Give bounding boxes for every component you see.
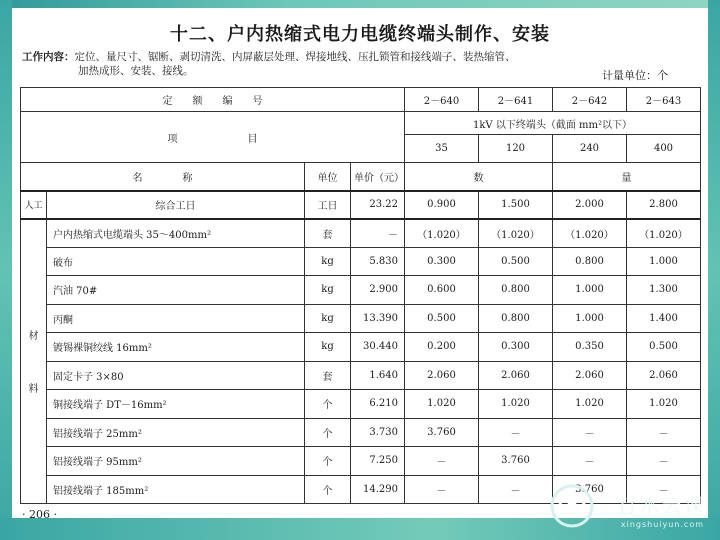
code-cell: 2－642 — [553, 88, 627, 112]
material-price: 13.390 — [351, 304, 405, 333]
material-name: 破布 — [47, 247, 305, 276]
labor-unit: 工日 — [305, 191, 351, 219]
material-value: 1.020 — [479, 390, 553, 419]
material-value: 2.060 — [627, 361, 701, 390]
price-column-header: 单价（元） — [351, 163, 405, 191]
frame-left-border — [0, 0, 12, 540]
group-label: 1kV 以下终端头（截面 mm²以下） — [405, 112, 701, 135]
size-cell: 400 — [627, 135, 701, 163]
material-name: 镀锡裸铜绞线 16mm² — [47, 333, 305, 362]
material-value: － — [553, 447, 627, 476]
measure-unit: 计量单位：个 — [602, 69, 668, 82]
material-value: （1.020） — [405, 219, 479, 248]
material-row — [21, 418, 701, 447]
document-page — [12, 8, 708, 521]
work-content-label: 工作内容： — [22, 51, 75, 63]
material-value: 0.500 — [479, 247, 553, 276]
material-value: 2.060 — [405, 361, 479, 390]
material-value: － — [405, 447, 479, 476]
frame-right-border — [708, 0, 720, 540]
material-value: 3.760 — [479, 447, 553, 476]
material-price: 2.900 — [351, 276, 405, 305]
material-value: － — [553, 418, 627, 447]
labor-value: 2.800 — [627, 191, 701, 219]
material-name: 固定卡子 3×80 — [47, 361, 305, 390]
material-row — [21, 361, 701, 390]
material-value: 1.300 — [627, 276, 701, 305]
material-name: 铝接线端子 25mm² — [47, 418, 305, 447]
name-column-header: 名 称 — [21, 163, 305, 191]
labor-row — [21, 191, 701, 219]
material-value: － — [405, 475, 479, 504]
material-unit: 套 — [305, 219, 351, 248]
header-code-row — [21, 88, 701, 112]
material-value: （1.020） — [627, 219, 701, 248]
material-value: 0.800 — [479, 276, 553, 305]
material-value: （1.020） — [479, 219, 553, 248]
material-value: 1.020 — [553, 390, 627, 419]
material-row — [21, 333, 701, 362]
material-name: 铜接线端子 DT－16mm² — [47, 390, 305, 419]
material-price: － — [351, 219, 405, 248]
material-value: 3.760 — [553, 475, 627, 504]
material-value: 1.000 — [627, 247, 701, 276]
quota-code-label: 定 额 编 号 — [21, 88, 405, 112]
material-price: 6.210 — [351, 390, 405, 419]
material-value: － — [627, 447, 701, 476]
labor-value: 1.500 — [479, 191, 553, 219]
labor-name: 综合工日 — [47, 191, 305, 219]
material-price: 7.250 — [351, 447, 405, 476]
material-category-char: 材 — [28, 331, 39, 343]
material-value: 0.500 — [405, 304, 479, 333]
material-row — [21, 276, 701, 305]
material-price: 30.440 — [351, 333, 405, 362]
work-content — [22, 50, 642, 78]
material-value: 0.500 — [627, 333, 701, 362]
quantity-header-a: 数 — [405, 163, 553, 191]
material-value: 3.760 — [405, 418, 479, 447]
material-unit: 个 — [305, 390, 351, 419]
unit-column-header: 单位 — [305, 163, 351, 191]
material-price: 1.640 — [351, 361, 405, 390]
material-value: 1.400 — [627, 304, 701, 333]
size-cell: 120 — [479, 135, 553, 163]
labor-price: 23.22 — [351, 191, 405, 219]
material-name: 铝接线端子 185mm² — [47, 475, 305, 504]
material-value: 0.300 — [479, 333, 553, 362]
quota-table — [20, 87, 701, 504]
material-row — [21, 447, 701, 476]
material-value: － — [627, 418, 701, 447]
material-name: 铝接线端子 95mm² — [47, 447, 305, 476]
material-unit: 套 — [305, 361, 351, 390]
logo-text: 行水云课 — [617, 495, 706, 517]
item-label: 项 目 — [21, 112, 405, 163]
material-name: 汽油 70# — [47, 276, 305, 305]
material-row — [21, 219, 701, 248]
material-name: 户内热缩式电缆端头 35～400mm² — [47, 219, 305, 248]
material-value: （1.020） — [553, 219, 627, 248]
material-value: 0.800 — [479, 304, 553, 333]
material-unit: 个 — [305, 475, 351, 504]
material-unit: kg — [305, 276, 351, 305]
material-row — [21, 304, 701, 333]
material-unit: kg — [305, 333, 351, 362]
material-value: 0.200 — [405, 333, 479, 362]
labor-category: 人工 — [21, 191, 47, 219]
material-name: 丙酮 — [47, 304, 305, 333]
material-value: 1.000 — [553, 276, 627, 305]
material-value: 1.000 — [553, 304, 627, 333]
page-number: · 206 · — [22, 508, 57, 521]
material-price: 3.730 — [351, 418, 405, 447]
material-row — [21, 247, 701, 276]
material-value: 0.350 — [553, 333, 627, 362]
size-cell: 240 — [553, 135, 627, 163]
logo-subtext: xingshuiyun.com — [620, 520, 704, 529]
frame-top-border — [0, 0, 720, 8]
page-title: 十二、户内热缩式电力电缆终端头制作、安装 — [170, 24, 550, 45]
material-price: 5.830 — [351, 247, 405, 276]
material-value: 2.060 — [479, 361, 553, 390]
material-value: 0.600 — [405, 276, 479, 305]
material-unit: kg — [305, 304, 351, 333]
header-group-row — [21, 112, 701, 135]
material-value: 1.020 — [627, 390, 701, 419]
material-value: － — [627, 475, 701, 504]
material-unit: 个 — [305, 447, 351, 476]
material-unit: 个 — [305, 418, 351, 447]
material-value: 0.300 — [405, 247, 479, 276]
code-cell: 2－640 — [405, 88, 479, 112]
code-cell: 2－641 — [479, 88, 553, 112]
material-value: 1.020 — [405, 390, 479, 419]
material-category-char: 料 — [28, 384, 39, 396]
material-category — [21, 219, 47, 504]
material-value: 0.800 — [553, 247, 627, 276]
material-row — [21, 390, 701, 419]
work-content-line1: 定位、量尺寸、锯断、剥切清洗、内屏蔽层处理、焊接地线、压扎锁管和接线端子、装热缩管、 — [74, 51, 516, 63]
materials-body — [21, 219, 701, 504]
material-value: － — [479, 475, 553, 504]
material-value: 2.060 — [553, 361, 627, 390]
material-price: 14.290 — [351, 475, 405, 504]
material-unit: kg — [305, 247, 351, 276]
work-content-line2: 加热成形、安装、接线。 — [78, 65, 194, 77]
code-cell: 2－643 — [627, 88, 701, 112]
quantity-header-b: 量 — [553, 163, 701, 191]
labor-value: 2.000 — [553, 191, 627, 219]
material-value: － — [479, 418, 553, 447]
header-name-row — [21, 163, 701, 191]
size-cell: 35 — [405, 135, 479, 163]
labor-value: 0.900 — [405, 191, 479, 219]
